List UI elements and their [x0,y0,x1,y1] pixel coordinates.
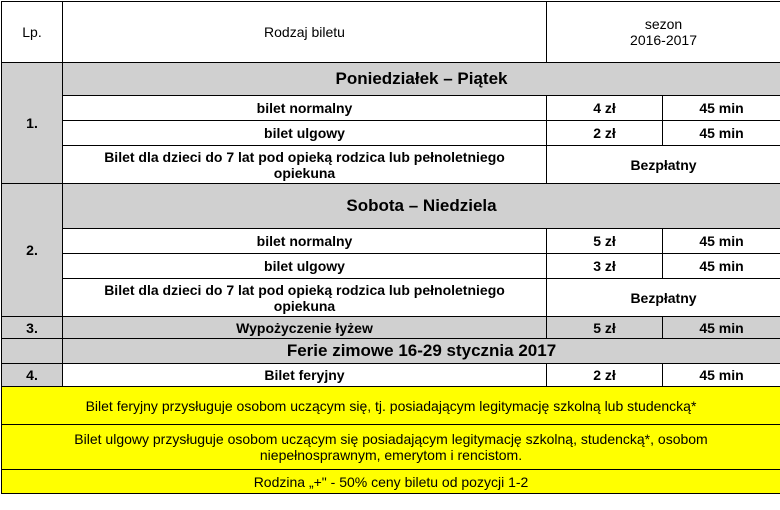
ticket-name: Bilet feryjny [63,364,547,387]
header-season-line2: 2016-2017 [630,32,697,48]
ticket-time: 45 min [663,229,780,254]
header-season-line1: sezon [644,16,683,32]
section-title-weekend: Sobota – Niedziela [63,184,780,229]
ticket-time: 45 min [663,317,780,339]
ticket-name-kids [63,279,547,317]
note-reduced-ticket [2,425,780,470]
ticket-price: 5 zł [547,229,663,254]
note-reduced-line2: niepełnosprawnym, emerytom i rencistom. [259,447,523,463]
note-row-reduced [2,425,780,470]
kids-line2: opiekuna [273,164,336,181]
table-row [2,96,780,121]
lp-1: 1. [2,63,63,184]
ticket-free: Bezpłatny [547,279,780,317]
kids-line2: opiekuna [273,297,336,314]
table-row-holiday [2,364,780,387]
ticket-name: bilet normalny [63,229,547,254]
header-ticket-type: Rodzaj biletu [63,2,547,63]
ticket-time: 45 min [663,121,780,146]
section-row-winter-holidays [2,339,780,364]
table-row [2,229,780,254]
table-row [2,279,780,317]
ticket-time: 45 min [663,364,780,387]
note-row-family [2,470,780,494]
lp-3: 3. [2,317,63,339]
header-season [547,2,780,63]
table-header-row [2,2,780,63]
ticket-name: Wypożyczenie łyżew [63,317,547,339]
note-family: Rodzina „+" - 50% ceny biletu od pozycji 1-2 [2,470,780,494]
header-lp: Lp. [2,2,63,63]
table-row-skates [2,317,780,339]
ticket-price: 2 zł [547,364,663,387]
ticket-free: Bezpłatny [547,146,780,184]
ticket-price-table [1,1,780,494]
note-reduced-line1: Bilet ulgowy przysługuje osobom uczącym się posiadającym legitymację szkolną, studencką*, osobom [74,431,708,447]
ticket-price: 5 zł [547,317,663,339]
table-row [2,121,780,146]
ticket-price: 4 zł [547,96,663,121]
lp-2: 2. [2,184,63,317]
ticket-price: 3 zł [547,254,663,279]
ticket-name: bilet ulgowy [63,121,547,146]
note-holiday-ticket: Bilet feryjny przysługuje osobom uczącym się, tj. posiadającym legitymację szkolną lub studencką* [2,387,780,425]
section-title-winter-holidays: Ferie zimowe 16-29 stycznia 2017 [63,339,780,364]
lp-4: 4. [2,364,63,387]
ticket-name: bilet ulgowy [63,254,547,279]
ticket-name: bilet normalny [63,96,547,121]
ticket-price: 2 zł [547,121,663,146]
ticket-time: 45 min [663,254,780,279]
lp-empty [2,339,63,364]
section-row-weekdays [2,63,780,96]
table-row [2,146,780,184]
ticket-time: 45 min [663,96,780,121]
ticket-name-kids [63,146,547,184]
kids-line1: Bilet dla dzieci do 7 lat pod opieką rodzica lub pełnoletniego [104,148,505,165]
section-row-weekend [2,184,780,229]
note-row-holiday [2,387,780,425]
table-row [2,254,780,279]
section-title-weekdays: Poniedziałek – Piątek [63,63,780,96]
kids-line1: Bilet dla dzieci do 7 lat pod opieką rodzica lub pełnoletniego [104,281,505,298]
